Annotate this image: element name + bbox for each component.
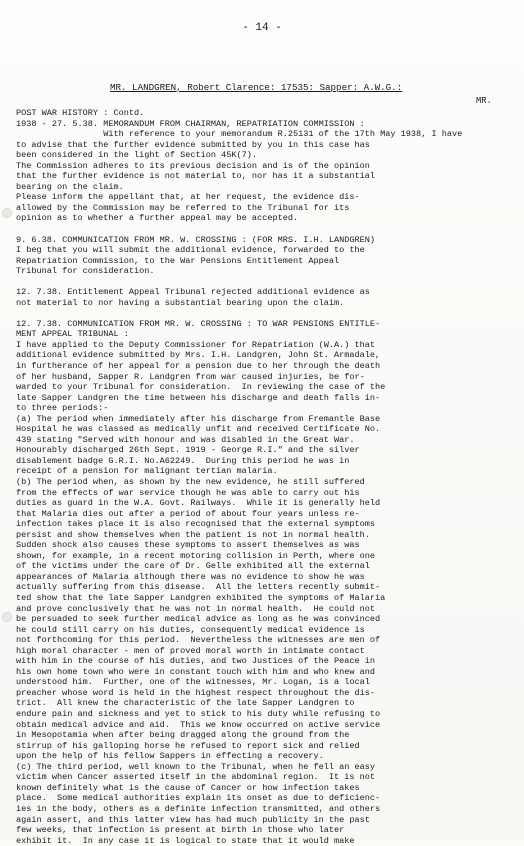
binder-hole [2, 208, 12, 218]
text-line: his own home town who were in constant touch with him and who knew and [16, 666, 376, 677]
text-line: disablement badge G.R.I. No.A62249. During this period he was in [16, 455, 350, 466]
text-line: understood him. Further, one of the witnesses, Mr. Logan, is a local [16, 677, 370, 688]
text-line: ies in the body, others as a definite infection transmitted, and others [16, 803, 381, 814]
text-line: bearing on the claim. [16, 181, 124, 192]
text-line: high moral character - men of proved moral worth in intimate contact [16, 645, 365, 656]
text-line: receipt of a pension for malignant tertian malaria. [16, 466, 278, 477]
text-line: few weeks, that infection is present at birth in those who later [16, 825, 345, 836]
text-line: POST WAR HISTORY : Contd. [16, 108, 145, 118]
text-line: of her husband, Sapper R. Landgren from war caused injuries, be for- [16, 371, 365, 382]
text-line: exhibit it. In any case it is logical to state that it would make [16, 835, 355, 846]
text-line: in Mesopotamia when after being dragged along the ground from the [16, 730, 350, 741]
text-line: 9. 6.38. COMMUNICATION FROM MR. W. CROSSING : (FOR MRS. I.H. LANDGREN) [16, 234, 376, 245]
text-line: trict. All knew the characteristic of the late Sapper Landgren to [16, 698, 355, 709]
text-line: (c) The third period, well known to the Tribunal, when he fell an easy [16, 761, 376, 772]
text-line: Tribunal for consideration. [16, 266, 155, 277]
text-line: I have applied to the Deputy Commissioner for Repatriation (W.A.) that [16, 339, 376, 350]
text-line: not forthcoming for this period. Nevertheless the witnesses are men of [16, 635, 381, 646]
text-line: 12. 7.38. COMMUNICATION FROM MR. W. CROSSING : TO WAR PENSIONS ENTITLE- [16, 318, 381, 329]
text-line: warded to your Tribunal for consideration. In reviewing the case of the [16, 382, 386, 393]
text-line: and prove conclusively that he was not in normal health. He could not [16, 603, 376, 614]
paragraph-gap [16, 224, 512, 235]
text-line: Please inform the appellant that, at her request, the evidence dis- [16, 192, 360, 203]
text-line: with him in the course of his duties, and two Justices of the Peace in [16, 656, 376, 667]
text-line: stirrup of his galloping horse he refused to report sick and relied [16, 740, 360, 751]
text-line: late Sapper Landgren the time between his discharge and death falls in- [16, 392, 381, 403]
text-line: infection takes place it is also recognised that the external symptoms [16, 519, 376, 530]
text-line: upon the help of his fellow Sappers in effecting a recovery. [16, 751, 324, 762]
text-line: duties as guard in the W.A. Govt. Railways. While it is generally held [16, 498, 381, 509]
text-line: shown, for example, in a recent motoring collision in Perth, where one [16, 550, 376, 561]
text-line: I beg that you will submit the additional evidence, forwarded to the [16, 245, 365, 256]
text-line: additional evidence submitted by Mrs. I.H. Landgren, John St. Armadale, [16, 350, 381, 361]
text-line: Hospital he was classed as medically unfit and received Certificate No. [16, 424, 381, 435]
text-line: MENT APPEAL TRIBUNAL : [16, 329, 129, 340]
text-line: in furtherance of her appeal for a pension due to her through the death [16, 360, 381, 371]
text-line: that Malaria dies out after a period of about four years unless re- [16, 508, 360, 519]
text-line: Sudden shock also causes these symptoms to assert themselves as was [16, 540, 360, 551]
text-line: (a) The period when immediately after his discharge from Fremantle Base [16, 413, 381, 424]
text-line: place. Some medical authorities explain its onset as due to deficienc- [16, 793, 381, 804]
record-header [110, 82, 506, 93]
text-line: of the victims under the care of Dr. Gelle exhibited all the external [16, 561, 370, 572]
text-line: been considered in the light of Section 45K(7). [16, 150, 258, 161]
text-line: actually suffering from this disease. All the letters recently submit- [16, 582, 381, 593]
text-line: 12. 7.38. Entitlement Appeal Tribunal rejected additional evidence as [16, 287, 370, 298]
text-line: known definitely what is the cause of Cancer or how infection takes [16, 782, 360, 793]
text-line: Honourably discharged 26th Sept. 1919 - George R.I." and the silver [16, 445, 360, 456]
text-line: preacher whose word is held in the highest respect throughout the dis- [16, 687, 376, 698]
text-line: persist and show themselves when the patient is not in normal health. [16, 529, 370, 540]
document-body [16, 108, 512, 846]
text-line: allowed by the Commission may be referred to the Tribunal for its [16, 202, 350, 213]
text-line: to three periods:- [16, 403, 109, 414]
text-line: With reference to your memorandum R.25131 of the 17th May 1938, I have [16, 129, 463, 140]
text-line: victim when Cancer asserted itself in the abdominal region. It is not [16, 772, 376, 783]
text-line: 1938 - 27. 5.38. MEMORANDUM FROM CHAIRMAN, REPATRIATION COMMISSION : [16, 118, 365, 129]
text-line: that the further evidence is not material to, nor has it a substantial [16, 171, 376, 182]
text-line: be persuaded to seek further medical advice as long as he was convinced [16, 614, 381, 625]
text-line: from the effects of war service though he was able to carry out his [16, 487, 360, 498]
text-line: not material to nor having a substantial bearing upon the claim. [16, 297, 345, 308]
record-header-tail: MR. [476, 96, 492, 106]
binder-hole [2, 612, 12, 622]
text-line: he could still carry on his duties, consequently medical evidence is [16, 624, 365, 635]
text-line: again assert, and this latter view has had much publicity in the past [16, 814, 370, 825]
page-number: - 14 - [242, 22, 282, 34]
paragraph-gap [16, 308, 512, 319]
text-line: to advise that the further evidence submitted by you in this case has [16, 139, 370, 150]
text-line: ted show that the late Sapper Landgren exhibited the symptoms of Malaria [16, 593, 386, 604]
text-line: appearances of Malaria although there was no evidence to show he was [16, 571, 365, 582]
text-line: opinion as to whether a further appeal may be accepted. [16, 213, 299, 224]
text-line: obtain medical advice and aid. This we know occurred on active service [16, 719, 381, 730]
text-line: endure pain and sickness and yet to stick to his duty while refusing to [16, 709, 381, 720]
text-line: Repatriation Commission, to the War Pensions Entitlement Appeal [16, 255, 340, 266]
text-line: The Commission adheres to its previous decision and is of the opinion [16, 160, 370, 171]
paragraph-gap [16, 277, 512, 288]
record-header-title: MR. LANDGREN, Robert Clarence: 17535: Sapper: A.W.G.: [110, 82, 403, 93]
text-line: (b) The period when, as shown by the new evidence, he still suffered [16, 477, 365, 487]
text-line: 439 stating "Served with honour and was disabled in the Great War. [16, 434, 355, 445]
